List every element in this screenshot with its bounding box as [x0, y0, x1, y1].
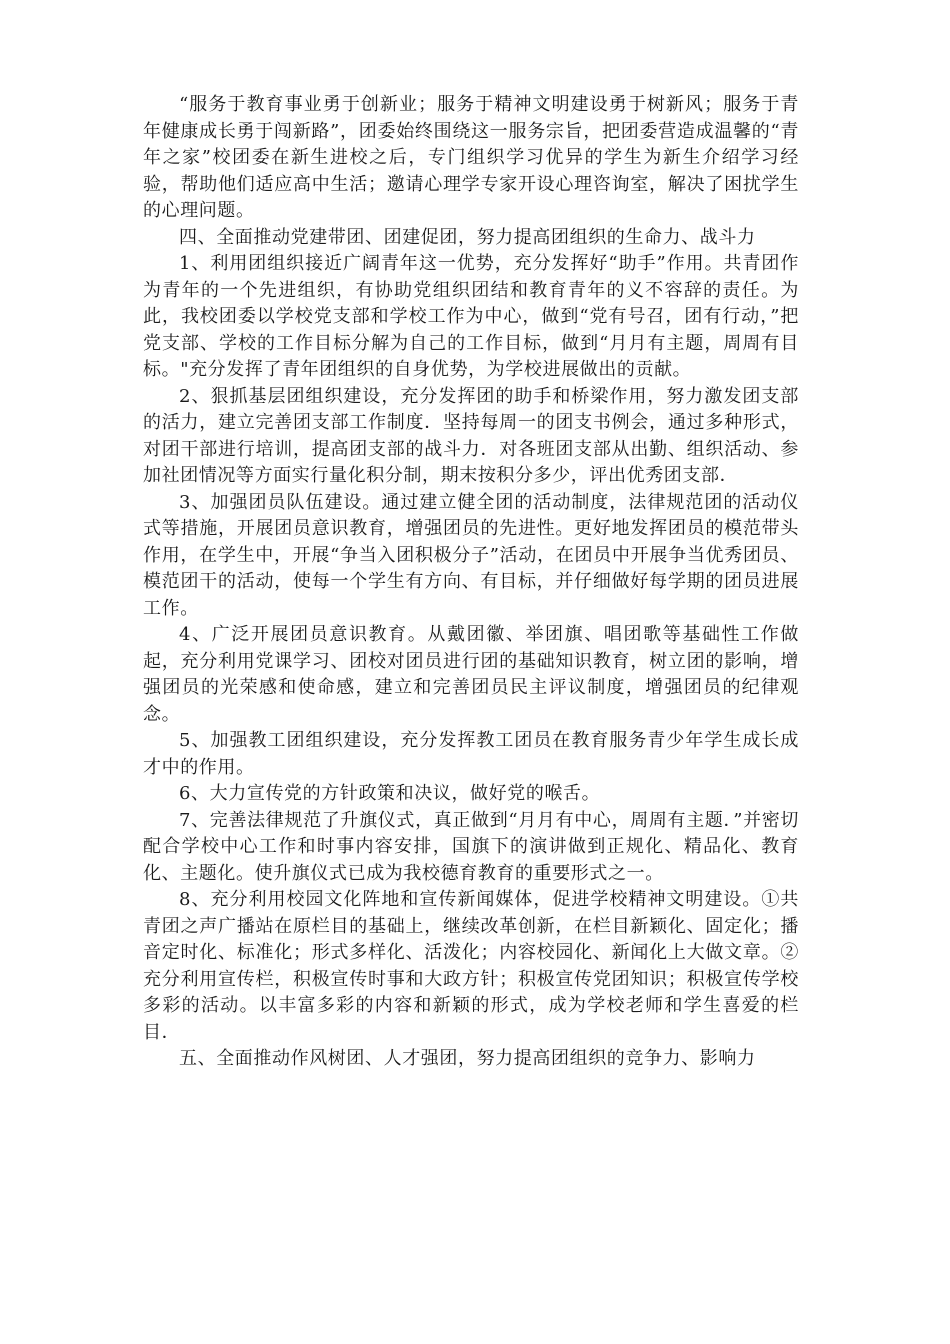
- paragraph-item-5: 5、加强教工团组织建设，充分发挥教工团员在教育服务青少年学生成长成才中的作用。: [143, 730, 799, 778]
- paragraph-service-mission: “服务于教育事业勇于创新业；服务于精神文明建设勇于树新风；服务于青年健康成长勇于闯新路”，团委始终围绕这一服务宗旨，把团委营造成温馨的“青年之家”校团委在新生进校之后，专门组织学习优异的学生为新生介绍学习经验，帮助他们适应高中生活；邀请心理学专家开设心理咨询室，解决了困扰学生的心理问题。: [143, 94, 799, 221]
- document-body: [143, 92, 799, 1073]
- paragraph-item-8: 8、充分利用校园文化阵地和宣传新闻媒体，促进学校精神文明建设。①共青团之声广播站在原栏目的基础上，继续改革创新，在栏目新颖化、固定化；播音定时化、标准化；形式多样化、活泼化；内容校园化、新闻化上大做文章。②充分利用宣传栏，积极宣传时事和大政方针；积极宣传党团知识；积极宣传学校多彩的活动。以丰富多彩的内容和新颖的形式，成为学校老师和学生喜爱的栏目．: [143, 889, 799, 1043]
- paragraph-item-4: 4、广泛开展团员意识教育。从戴团徽、举团旗、唱团歌等基础性工作做起，充分利用党课学习、团校对团员进行团的基础知识教育，树立团的影响，增强团员的光荣感和使命感，建立和完善团员民主评议制度，增强团员的纪律观念。: [143, 624, 799, 725]
- paragraph-item-7: 7、完善法律规范了升旗仪式，真正做到“月月有中心，周周有主题．”并密切配合学校中心工作和时事内容安排，国旗下的演讲做到正规化、精品化、教育化、主题化。使升旗仪式已成为我校德育教育的重要形式之一。: [143, 809, 799, 884]
- paragraph-item-3: 3、加强团员队伍建设。通过建立健全团的活动制度，法律规范团的活动仪式等措施，开展团员意识教育，增强团员的先进性。更好地发挥团员的模范带头作用，在学生中，开展“争当入团积极分子”活动，在团员中开展争当优秀团员、模范团干的活动，使每一个学生有方向、有目标，并仔细做好每学期的团员进展工作。: [143, 491, 799, 619]
- paragraph-item-6: 6、大力宣传党的方针政策和决议，做好党的喉舌。: [179, 783, 601, 804]
- section-heading-five: 五、全面推动作风树团、人才强团，努力提高团组织的竞争力、影响力: [179, 1048, 756, 1069]
- section-heading-four: 四、全面推动党建带团、团建促团，努力提高团组织的生命力、战斗力: [179, 226, 756, 248]
- paragraph-item-1: 1、利用团组织接近广阔青年这一优势，充分发挥好“助手”作用。共青团作为青年的一个先进组织，有协助党组织团结和教育青年的义不容辞的责任。为此，我校团委以学校党支部和学校工作为中心，做到“党有号召，团有行动，”把党支部、学校的工作目标分解为自己的工作目标，做到“月月有主题，周周有目标。"充分发挥了青年团组织的自身优势，为学校进展做出的贡献。: [143, 253, 799, 380]
- paragraph-item-2: 2、狠抓基层团组织建设，充分发挥团的助手和桥梁作用，努力激发团支部的活力，建立完善团支部工作制度．坚持每周一的团支书例会，通过多种形式，对团干部进行培训，提高团支部的战斗力．对各班团支部从出勤、组织活动、参加社团情况等方面实行量化积分制，期末按积分多少，评出优秀团支部．: [143, 385, 799, 486]
